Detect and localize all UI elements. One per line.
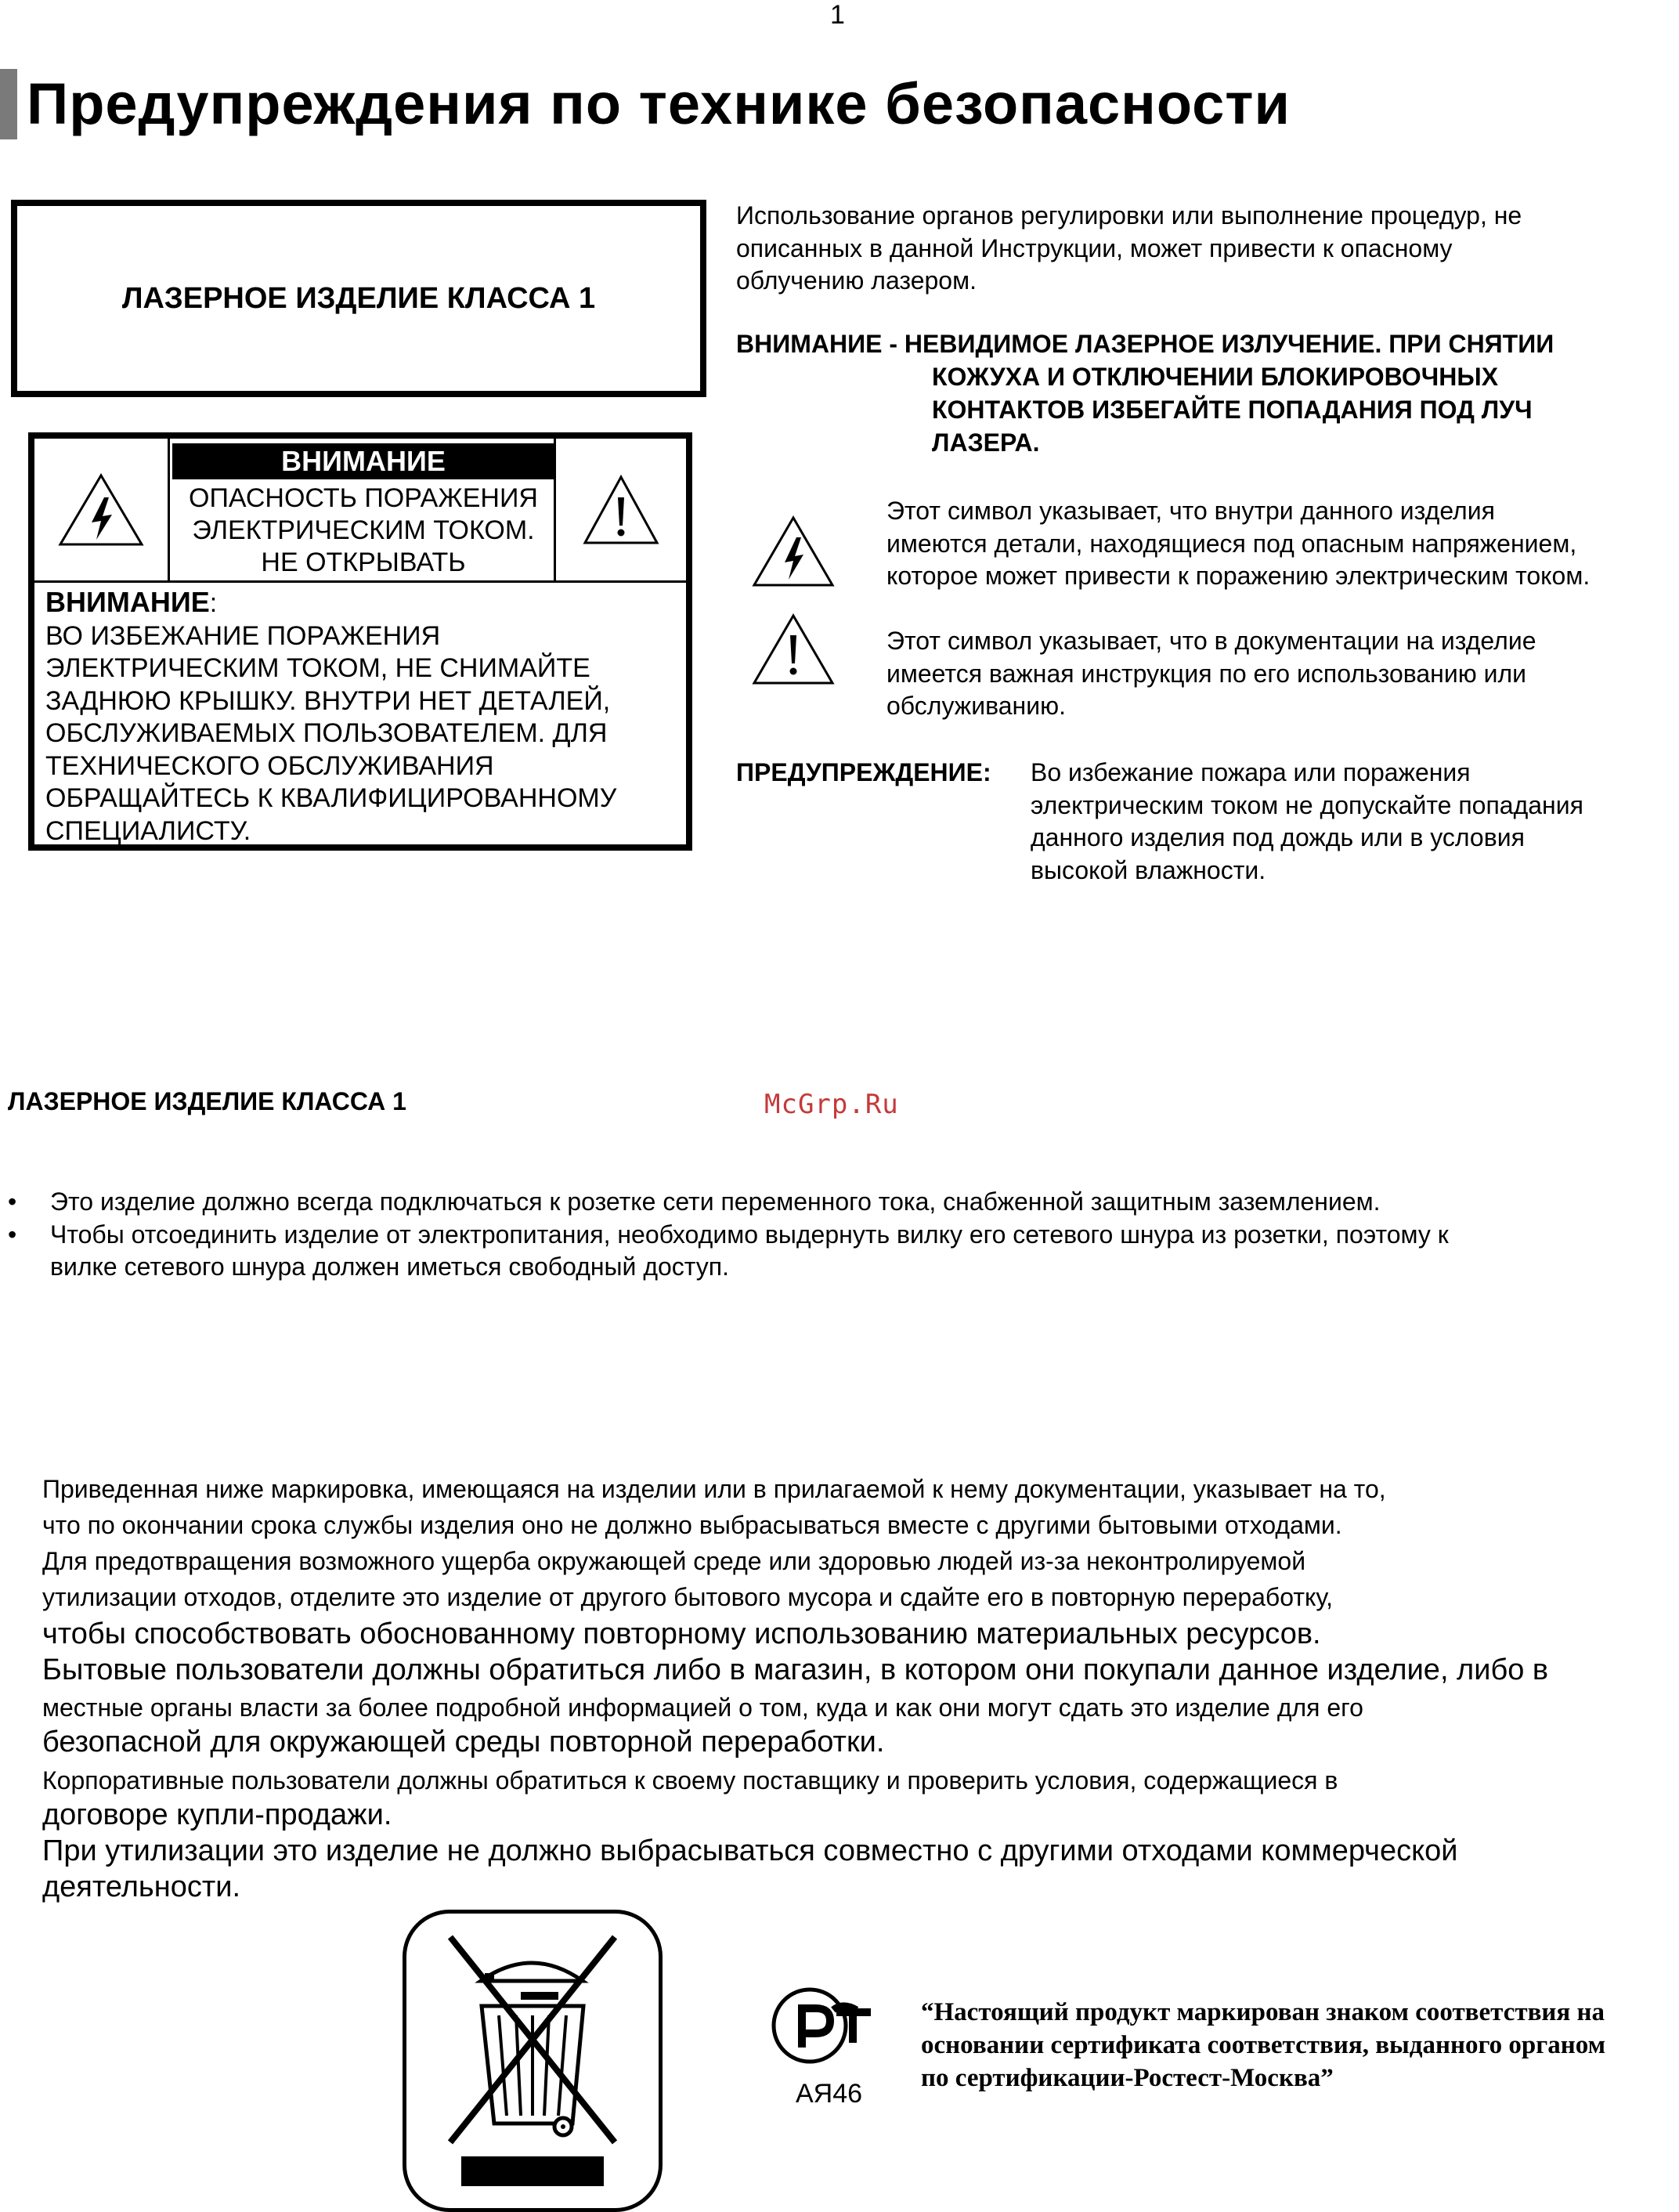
caution-body-label: ВНИМАНИЕ (45, 586, 210, 618)
warning-line: КОНТАКТОВ ИЗБЕГАЙТЕ ПОПАДАНИЯ ПОД ЛУЧ (932, 396, 1533, 424)
caution-body (45, 586, 680, 848)
caution-body-line: ЗАДНЮЮ КРЫШКУ. ВНУТРИ НЕТ ДЕТАЛЕЙ, (45, 685, 611, 716)
caution-body-line: ОБСЛУЖИВАЕМЫХ ПОЛЬЗОВАТЕЛЕМ. ДЛЯ (45, 718, 608, 748)
laser-product-box (11, 200, 706, 397)
laser-class-label: ЛАЗЕРНОЕ ИЗДЕЛИЕ КЛАССА 1 (8, 1087, 406, 1115)
disposal-line: При утилизации это изделие не должно выбрасываться совместно с другими отходами коммерческой (42, 1834, 1458, 1867)
invisible-laser-warning-continued (932, 360, 1533, 459)
disposal-line: местные органы власти за более подробной информацией о том, куда и как они могут сдать это изделие для его (42, 1693, 1363, 1722)
exclamation-triangle-icon (752, 613, 835, 685)
bullet-line: • Чтобы отсоединить изделие от электропитания, необходимо выдернуть вилку его сетевого шнура из розетки, поэтому к (50, 1220, 1449, 1249)
crossed-out-wheelie-bin-icon (406, 1914, 659, 2208)
disposal-line: чтобы способствовать обоснованному повторному использованию материальных ресурсов. (42, 1617, 1321, 1650)
warning-line: Во избежание пожара или поражения (1031, 758, 1471, 786)
laser-product-label: ЛАЗЕРНОЕ ИЗДЕЛИЕ КЛАССА 1 (121, 281, 596, 315)
disposal-line: Для предотвращения возможного ущерба окружающей среде или здоровью людей из-за неконтролируемой (42, 1547, 1306, 1575)
certification-statement (921, 1996, 1673, 2095)
caution-body-line: ТЕХНИЧЕСКОГО ОБСЛУЖИВАНИЯ (45, 750, 494, 781)
disposal-line: Корпоративные пользователи должны обратиться к своему поставщику и проверить условия, содержащиеся в (42, 1766, 1338, 1795)
warning-line: КОЖУХА И ОТКЛЮЧЕНИИ БЛОКИРОВОЧНЫХ (932, 363, 1499, 391)
fire-warning-text (1031, 757, 1673, 887)
certification-line: “Настоящий продукт маркирован знаком соответствия на (921, 1998, 1605, 2026)
description-line: Этот символ указывает, что в документации на изделие (886, 627, 1536, 655)
caution-subtitle-line: ОПАСНОСТЬ ПОРАЖЕНИЯ (189, 483, 538, 513)
watermark: McGrp.Ru (764, 1089, 899, 1120)
symbol-lightning-description (886, 495, 1677, 593)
caution-body-line: ЭЛЕКТРИЧЕСКИМ ТОКОМ, НЕ СНИМАЙТЕ (45, 653, 590, 683)
description-line: имеется важная инструкция по его использованию или (886, 659, 1527, 688)
invisible-laser-warning: ВНИМАНИЕ - НЕВИДИМОЕ ЛАЗЕРНОЕ ИЗЛУЧЕНИЕ. ПРИ СНЯТИИ (736, 330, 1554, 358)
lightning-triangle-icon (752, 515, 835, 587)
exclamation-triangle-icon (582, 474, 660, 546)
disposal-line: деятельности. (42, 1870, 241, 1903)
pct-certification-mark (771, 1982, 872, 2069)
title-accent-bar (0, 69, 17, 139)
caution-box-left-cell (34, 439, 170, 580)
pct-certification-logo (771, 1982, 872, 2073)
disposal-line: утилизации отходов, отделите это изделие от другого бытового мусора и сдайте его в повторную переработку, (42, 1583, 1334, 1611)
disposal-line: безопасной для окружающей среды повторной переработки. (42, 1726, 885, 1758)
lightning-triangle-icon (57, 472, 145, 548)
list-item (8, 1219, 1652, 1284)
disposal-line: договоре купли-продажи. (42, 1798, 392, 1831)
paragraph-line: облучению лазером. (736, 266, 977, 295)
list-item (8, 1186, 1652, 1219)
weee-mark (403, 1910, 663, 2212)
page-number: 1 (830, 0, 845, 30)
laser-procedure-paragraph (736, 200, 1660, 298)
caution-header: ВНИМАНИЕ (172, 443, 554, 479)
paragraph-line: описанных в данной Инструкции, может привести к опасному (736, 233, 1453, 262)
symbol-exclamation-triangle (752, 613, 835, 689)
description-line: которое может привести к поражению электрическим током. (886, 562, 1591, 590)
bullet-line: вилке сетевого шнура должен иметься свободный доступ. (50, 1252, 730, 1281)
caution-box (28, 432, 692, 851)
warning-line: ЛАЗЕРА. (932, 428, 1040, 457)
fire-warning-label: ПРЕДУПРЕЖДЕНИЕ: (736, 758, 991, 786)
caution-body-line: СПЕЦИАЛИСТУ. (45, 815, 251, 846)
symbol-lightning-triangle (752, 515, 835, 591)
caution-box-right-cell (554, 439, 686, 580)
disposal-line: Бытовые пользователи должны обратиться либо в магазин, в котором они покупали данное изделие, либо в (42, 1654, 1549, 1686)
warning-line: данного изделия под дождь или в условия (1031, 823, 1525, 851)
bullet-line: • Это изделие должно всегда подключаться к розетке сети переменного тока, снабженной защитным заземлением. (50, 1187, 1381, 1216)
caution-body-colon: : (209, 588, 218, 618)
disposal-line: что по окончании срока службы изделия оно не должно выбрасываться вместе с другими бытовыми отходами. (42, 1511, 1342, 1539)
caution-body-line: ОБРАЩАЙТЕСЬ К КВАЛИФИЦИРОВАННОМУ (45, 783, 617, 813)
description-line: имеются детали, находящиеся под опасным напряжением, (886, 529, 1577, 558)
symbol-exclamation-description (886, 625, 1670, 723)
certification-code: АЯ46 (796, 2079, 863, 2109)
disposal-line: Приведенная ниже маркировка, имеющаяся на изделии или в прилагаемой к нему документации, указывает на то, (42, 1475, 1386, 1503)
caution-subtitle (172, 483, 554, 579)
page-title: Предупреждения по технике безопасности (27, 71, 1291, 136)
caution-subtitle-line: НЕ ОТКРЫВАТЬ (261, 548, 466, 577)
description-line: обслуживанию. (886, 692, 1066, 720)
warning-line: электрическим током не допускайте попадания (1031, 790, 1583, 819)
grounding-bullets (8, 1186, 1652, 1284)
warning-line: высокой влажности. (1031, 855, 1266, 884)
description-line: Этот символ указывает, что внутри данного изделия (886, 497, 1495, 525)
caution-subtitle-line: ЭЛЕКТРИЧЕСКИМ ТОКОМ. (192, 515, 535, 545)
certification-line: основании сертификата соответствия, выданного органом (921, 2031, 1606, 2059)
caution-body-line: ВО ИЗБЕЖАНИЕ ПОРАЖЕНИЯ (45, 620, 441, 651)
certification-line: по сертификации-Ростест-Москва” (921, 2064, 1334, 2092)
paragraph-line: Использование органов регулировки или выполнение процедур, не (736, 201, 1522, 230)
